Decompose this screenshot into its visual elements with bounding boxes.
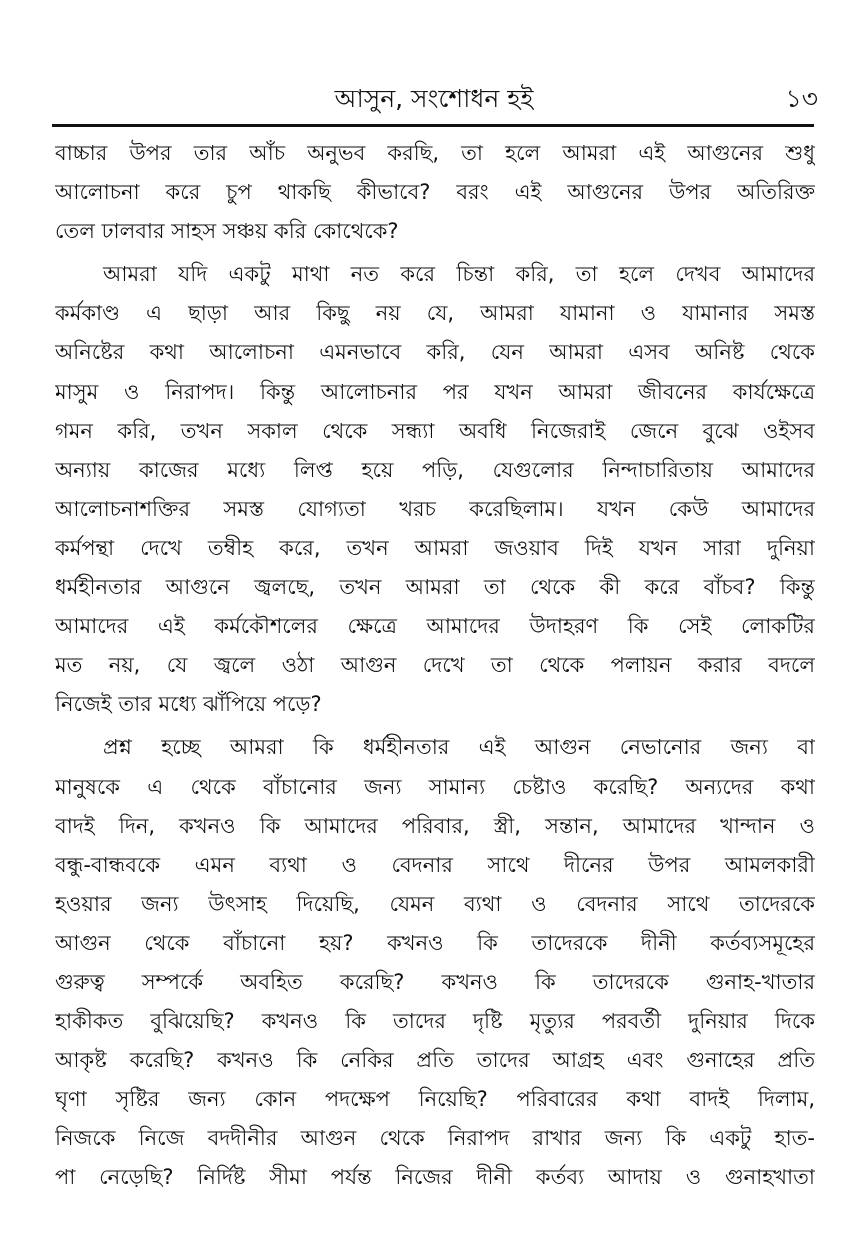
text-line: নিজেই তার মধ্যে ঝাঁপিয়ে পড়ে? <box>55 692 322 717</box>
text-line: নিজকে নিজে বদদীনীর আগুন থেকে নিরাপদ রাখার জন্য কি একটু হাত- <box>55 1126 815 1151</box>
text-line: ধর্মহীনতার আগুনে জ্বলছে, তখন আমরা তা থেকে কী করে বাঁচব? কিন্তু <box>55 575 815 600</box>
body-text <box>55 134 815 1250</box>
text-line: গুরুত্ব সম্পর্কে অবহিত করেছি? কখনও কি তাদেরকে গুনাহ-খাতার <box>55 969 815 994</box>
text-line: মাসুম ও নিরাপদ। কিন্তু আলোচনার পর যখন আমরা জীবনের কার্যক্ষেত্রে <box>55 379 815 404</box>
text-line: প্রশ্ন হচ্ছে আমরা কি ধর্মহীনতার এই আগুন নেভানোর জন্য বা <box>103 735 815 760</box>
text-line: পা নেড়েছি? নির্দিষ্ট সীমা পর্যন্ত নিজের দীনী কর্তব্য আদায় ও গুনাহখাতা <box>55 1165 815 1190</box>
text-line: আলোচনাশক্তির সমস্ত যোগ্যতা খরচ করেছিলাম। যখন কেউ আমাদের <box>55 496 815 521</box>
text-line: মানুষকে এ থেকে বাঁচানোর জন্য সামান্য চেষ্টাও করেছি? অন্যদের কথা <box>55 774 815 799</box>
text-line: বাদই দিন, কখনও কি আমাদের পরিবার, স্ত্রী, সন্তান, আমাদের খান্দান ও <box>55 813 815 838</box>
paragraph <box>55 728 815 1197</box>
text-line: ঘৃণা সৃষ্টির জন্য কোন পদক্ষেপ নিয়েছি? পরিবারের কথা বাদই দিলাম, <box>55 1087 815 1112</box>
text-line: আগুন থেকে বাঁচানো হয়? কখনও কি তাদেরকে দীনী কর্তব্যসমূহের <box>55 930 815 955</box>
text-line: কর্মপন্থা দেখে তম্বীহ করে, তখন আমরা জওয়াব দিই যখন সারা দুনিয়া <box>55 535 815 560</box>
text-line: হাকীকত বুঝিয়েছি? কখনও কি তাদের দৃষ্টি মৃত্যুর পরবর্তী দুনিয়ার দিকে <box>55 1009 815 1034</box>
page-number: ১৩ <box>785 84 818 113</box>
paragraph <box>55 255 815 724</box>
running-title: আসুন, সংশোধন হই <box>334 84 534 113</box>
text-line: আমাদের এই কর্মকৌশলের ক্ষেত্রে আমাদের উদাহরণ কি সেই লোকটির <box>55 614 815 639</box>
header-rule <box>52 124 814 127</box>
text-line: তেল ঢালবার সাহস সঞ্চয় করি কোথেকে? <box>55 219 399 244</box>
text-line: অন্যায় কাজের মধ্যে লিপ্ত হয়ে পড়ি, যেগুলোর নিন্দাচারিতায় আমাদের <box>55 457 815 482</box>
text-line: বাচ্চার উপর তার আঁচ অনুভব করছি, তা হলে আমরা এই আগুনের শুধু <box>55 141 815 165</box>
text-line: বন্ধু-বান্ধবকে এমন ব্যথা ও বেদনার সাথে দীনের উপর আমলকারী <box>55 852 815 877</box>
text-line: কর্মকাণ্ড এ ছাড়া আর কিছু নয় যে, আমরা যামানা ও যামানার সমস্ত <box>55 301 815 326</box>
text-line: হওয়ার জন্য উৎসাহ দিয়েছি, যেমন ব্যথা ও বেদনার সাথে তাদেরকে <box>55 891 815 916</box>
paragraph <box>55 134 815 251</box>
text-line: মত নয়, যে জ্বলে ওঠা আগুন দেখে তা থেকে পলায়ন করার বদলে <box>55 653 815 678</box>
text-line: অনিষ্টের কথা আলোচনা এমনভাবে করি, যেন আমরা এসব অনিষ্ট থেকে <box>55 340 815 365</box>
text-line: আলোচনা করে চুপ থাকছি কীভাবে? বরং এই আগুনের উপর অতিরিক্ত <box>55 180 815 205</box>
text-line: আকৃষ্ট করেছি? কখনও কি নেকির প্রতি তাদের আগ্রহ এবং গুনাহের প্রতি <box>55 1048 815 1073</box>
text-line: আমরা যদি একটু মাথা নত করে চিন্তা করি, তা হলে দেখব আমাদের <box>103 262 815 287</box>
text-line: গমন করি, তখন সকাল থেকে সন্ধ্যা অবধি নিজেরাই জেনে বুঝে ওইসব <box>55 418 815 443</box>
